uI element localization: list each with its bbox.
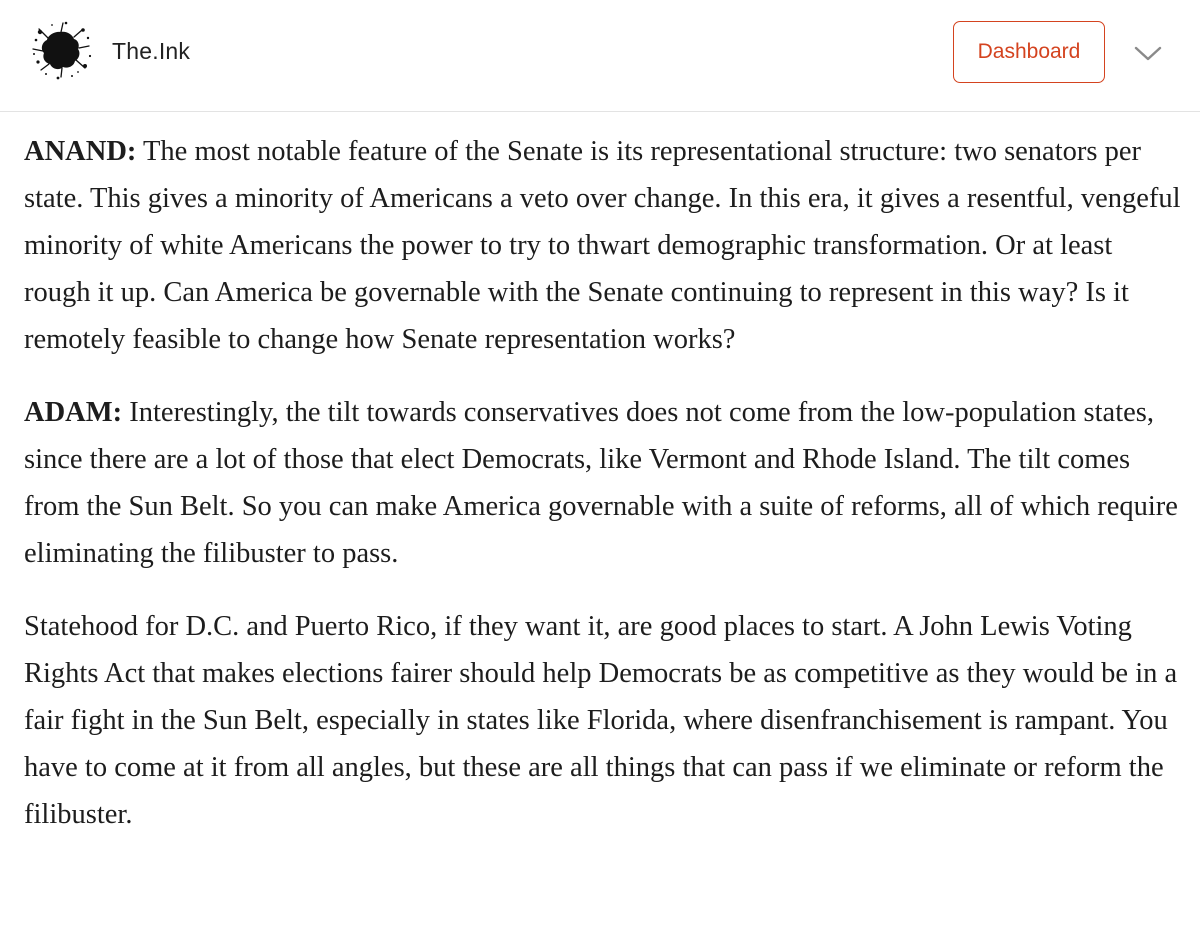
ink-splatter-icon[interactable]: [28, 18, 94, 84]
paragraph-text: Statehood for D.C. and Puerto Rico, if they want it, are good places to start. A John Lewis Voting Rights Act that makes elections fairer should help Democrats be as competitive as they would be in a fair fight in the Sun Belt, especially in states like Florida, where disenfranchisement is rampant. You have to come at it from all angles, but these are all things that can pass if we eliminate or reform the filibuster.: [24, 611, 1178, 830]
top-navigation-bar: [0, 0, 1200, 112]
dashboard-button[interactable]: Dashboard: [953, 21, 1105, 83]
article-body: [24, 128, 1184, 864]
speaker-label: ADAM:: [24, 397, 123, 428]
article-paragraph: [24, 128, 1184, 363]
article-paragraph: [24, 603, 1184, 838]
paragraph-text: The most notable feature of the Senate is its representational structure: two senators per state. This gives a minority of Americans a veto over change. In this era, it gives a resentful, vengeful minority of white Americans the power to try to thwart demographic transformation. Or at least rough it up. Can America be governable with the Senate continuing to represent in this way? Is it remotely feasible to change how Senate representation works?: [24, 136, 1181, 355]
chevron-down-icon[interactable]: [1130, 40, 1166, 66]
speaker-label: ANAND:: [24, 136, 137, 167]
article-paragraph: [24, 389, 1184, 577]
paragraph-text: Interestingly, the tilt towards conservatives does not come from the low-population states, since there are a lot of those that elect Democrats, like Vermont and Rhode Island. The tilt comes from the Sun Belt. So you can make America governable with a suite of reforms, all of which require eliminating the filibuster to pass.: [24, 397, 1178, 569]
site-name[interactable]: The.Ink: [112, 38, 191, 64]
